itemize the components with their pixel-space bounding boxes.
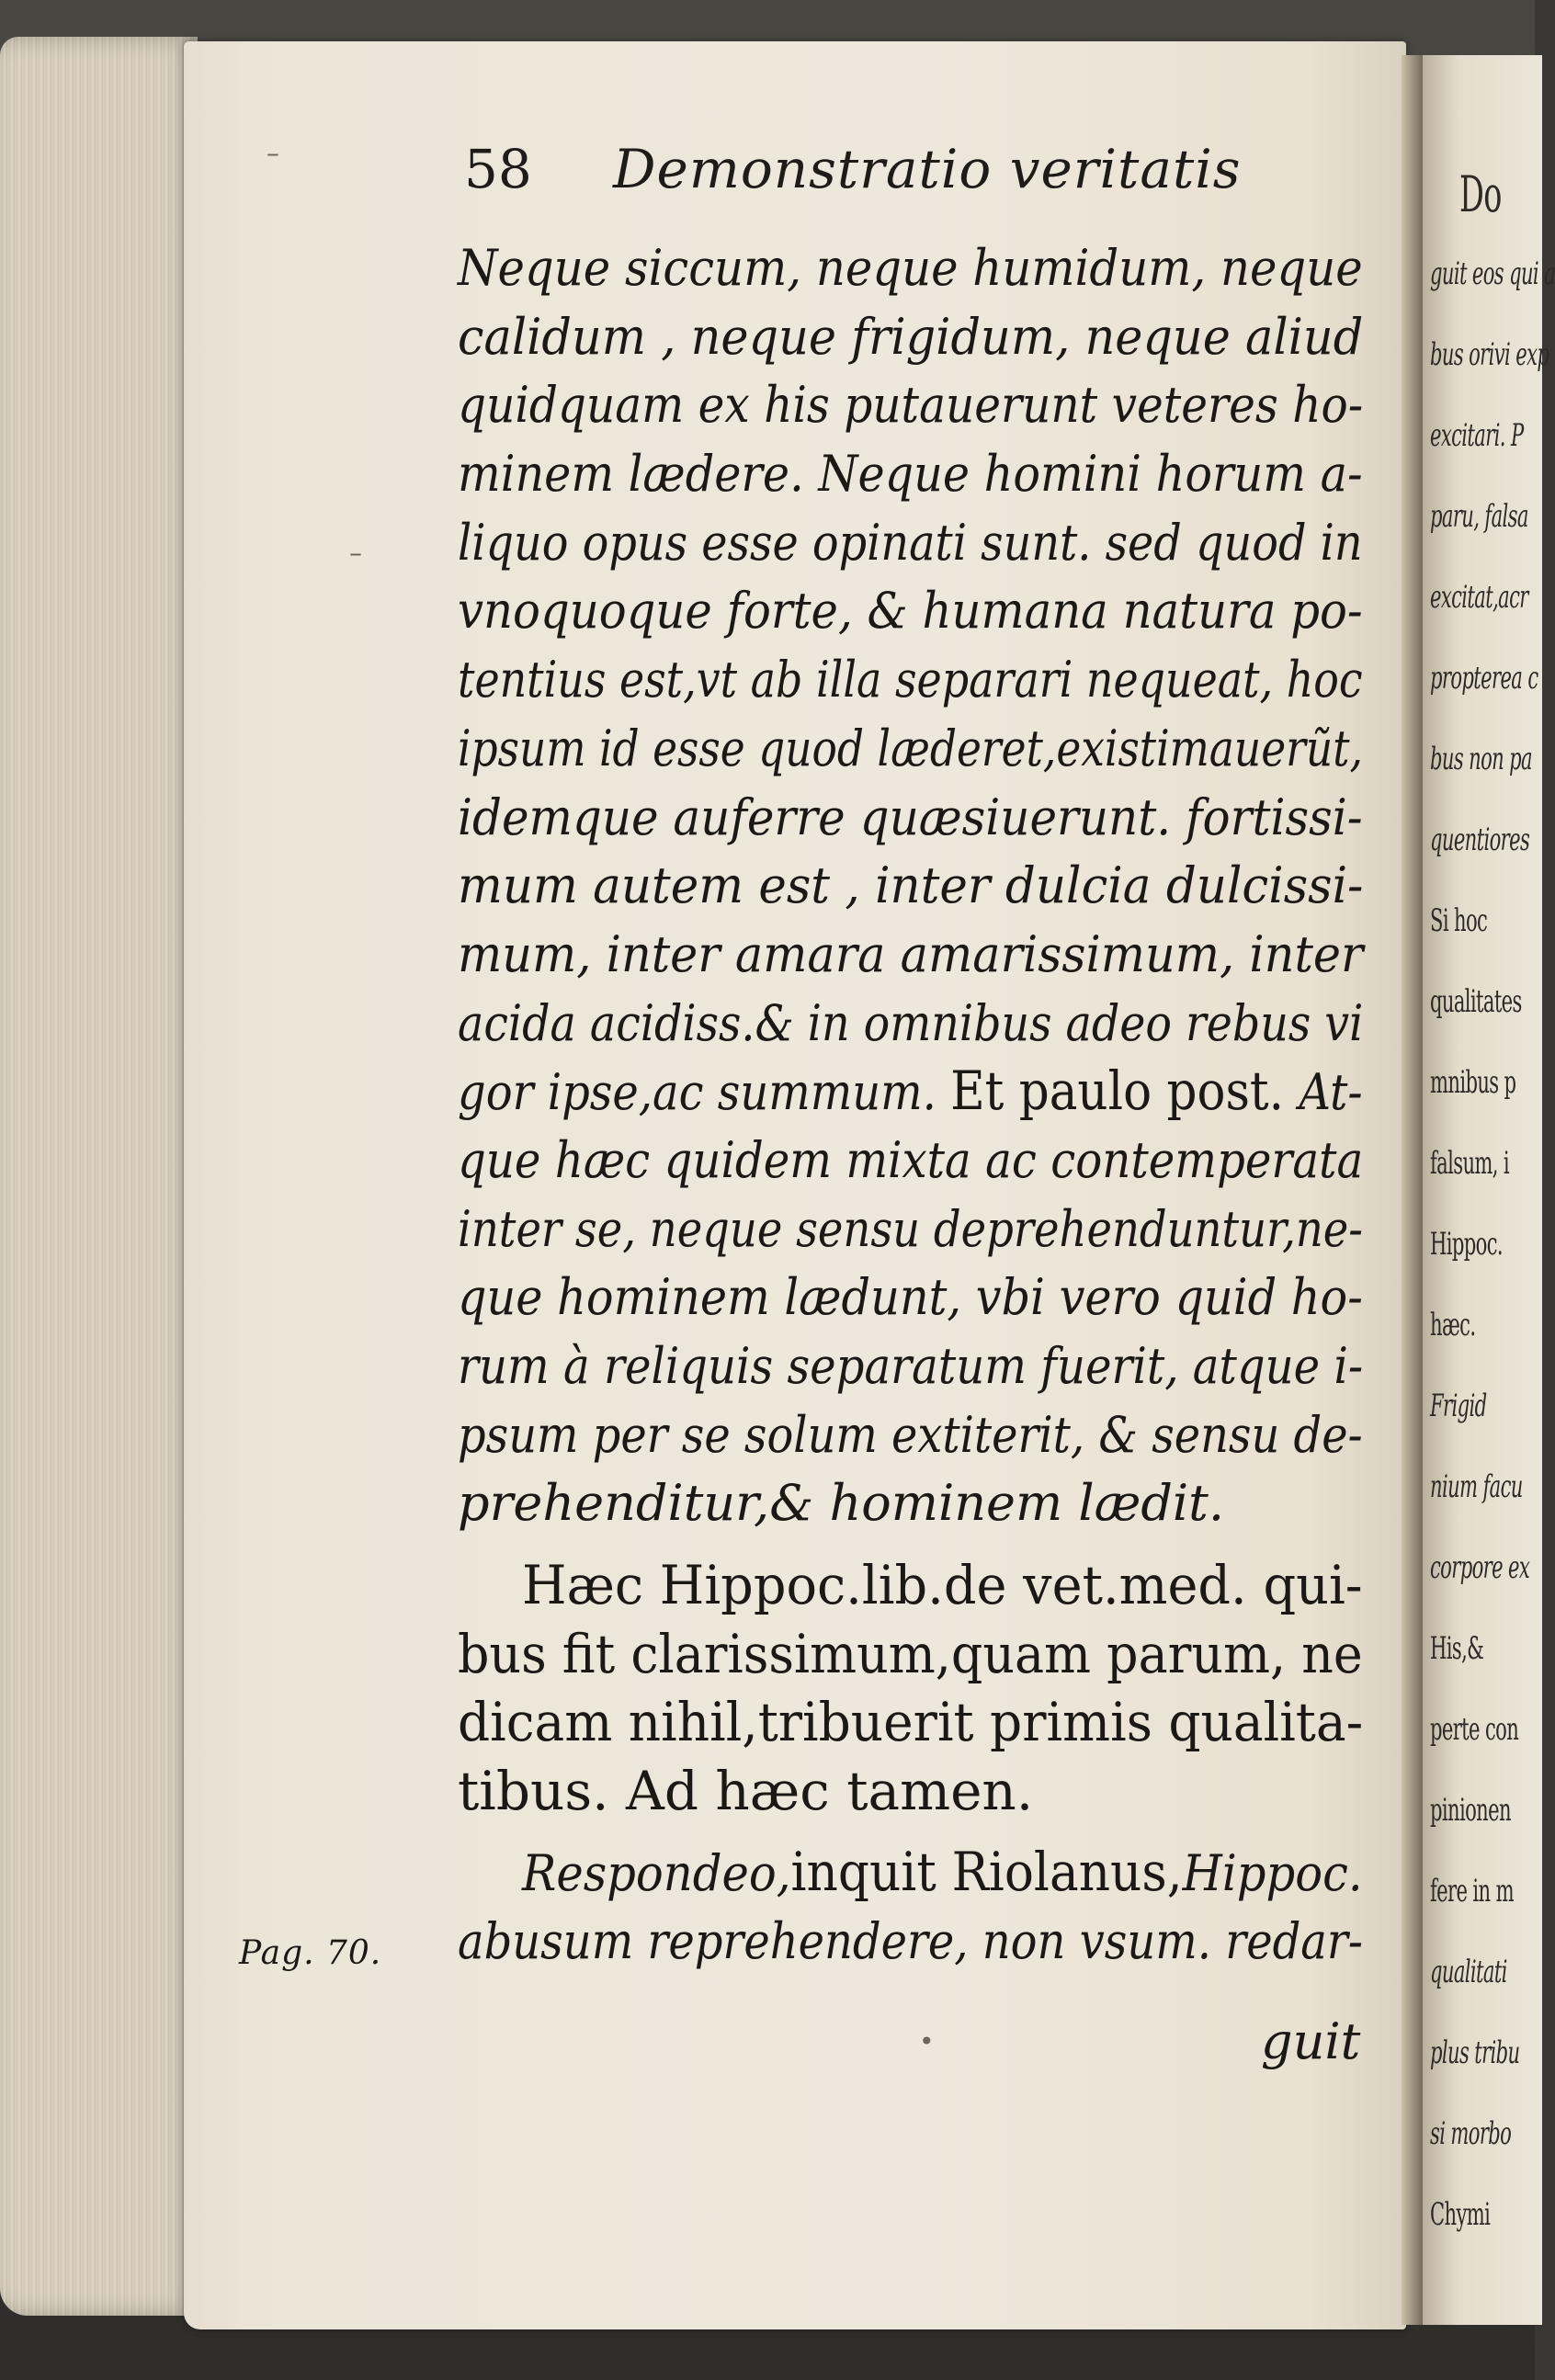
text-line-content (458, 1057, 1363, 1128)
facing-page-line: quentiores (1430, 822, 1530, 858)
text-line (458, 1551, 1363, 1620)
text-line-content: ipsum id esse quod læderet,existimauerũt, (458, 719, 1363, 777)
text-line-content: dicam nihil,tribuerit primis qualita- (458, 1691, 1364, 1754)
margin-dash: – (349, 538, 362, 568)
facing-page-line: bus non pa (1430, 741, 1532, 777)
running-head (464, 138, 1291, 211)
page-edges (0, 37, 198, 2316)
text-line (458, 1620, 1363, 1689)
facing-page-line: propterea c (1430, 660, 1538, 697)
text-line-content: mum, inter amara amarissimum, inter (458, 924, 1364, 983)
page-number: 58 (464, 138, 532, 200)
facing-page-line: falsum, i (1430, 1145, 1510, 1182)
body-text (458, 234, 1363, 1976)
text-run: At- (1299, 1063, 1363, 1122)
text-line-content: mum autem est , inter dulcia dulcissi- (458, 856, 1364, 915)
facing-page-line: excitat,acr (1430, 579, 1528, 616)
facing-page-line: qualitati (1430, 1954, 1507, 1990)
text-line (458, 990, 1363, 1059)
margin-dash: – (267, 138, 279, 168)
margin-note: Pag. 70. (239, 1934, 382, 1972)
text-line (458, 1058, 1363, 1127)
facing-page-line: corpore ex (1430, 1549, 1530, 1586)
facing-page-line: fere in m (1430, 1873, 1514, 1910)
facing-page-line: paru, falsa (1430, 498, 1528, 535)
facing-page-line: si morbo (1430, 2115, 1512, 2152)
text-run: gor ipse,ac summum. (458, 1063, 951, 1122)
facing-page-line: guit eos qui a (1430, 255, 1555, 292)
facing-page-line: qualitates (1430, 983, 1522, 1020)
catchword: guit (1261, 2012, 1361, 2070)
facing-page (1423, 55, 1555, 2325)
facing-page-line: plus tribu (1430, 2034, 1520, 2071)
text-line-content: abusum reprehendere, non vsum. redar- (458, 1911, 1364, 1970)
text-line-content: tentius est,vt ab illa separari nequeat, hoc (458, 651, 1363, 709)
text-line (458, 371, 1363, 440)
text-line-content: psum per se solum extiterit, & sensu de- (458, 1405, 1363, 1464)
facing-page-line: perte con (1430, 1711, 1519, 1748)
facing-page-line: Frigid (1430, 1388, 1487, 1424)
text-line (458, 577, 1363, 646)
text-line (458, 921, 1363, 990)
text-line (458, 509, 1363, 578)
text-line-content: prehenditur,& hominem lædit. (458, 1474, 1225, 1533)
text-line-content: que hominem lædunt, vbi vero quid ho- (458, 1268, 1363, 1327)
facing-page-line: Do (1459, 165, 1502, 223)
text-run: Respondeo, (522, 1843, 791, 1902)
facing-page-line: His,& (1430, 1630, 1484, 1667)
text-line (458, 1264, 1363, 1332)
text-line (458, 1196, 1363, 1264)
text-line (458, 646, 1363, 715)
text-line-content: calidum , neque frigidum, neque aliud (458, 307, 1364, 366)
text-run: inquit Riolanus, (790, 1840, 1183, 1903)
facing-page-line: nium facu (1430, 1468, 1523, 1505)
page-title: Demonstratio veritatis (613, 138, 1242, 200)
facing-page-line: bus orivi exp (1430, 336, 1549, 373)
text-line (458, 715, 1363, 784)
text-line-content: acida acidiss.& in omnibus adeo rebus vi (458, 993, 1364, 1052)
facing-page-line: hæc. (1430, 1307, 1476, 1343)
text-line-content: idemque auferre quæsiuerunt. fortissi- (458, 788, 1363, 846)
stray-dot: • (919, 2026, 935, 2057)
text-line-content: vnoquoque forte, & humana natura po- (458, 582, 1363, 640)
text-line-content: minem lædere. Neque homini horum a- (458, 445, 1363, 504)
text-line (458, 1757, 1363, 1826)
text-line-content: tibus. Ad hæc tamen. (458, 1760, 1034, 1823)
text-line-content: Hæc Hippoc.lib.de vet.med. qui- (522, 1554, 1363, 1617)
facing-page-line: Si hoc (1430, 902, 1488, 939)
text-line-content: inter se, neque sensu deprehenduntur,ne- (458, 1199, 1363, 1258)
text-line-content: liquo opus esse opinati sunt. sed quod in (458, 513, 1363, 572)
text-line-content: bus fit clarissimum,quam parum, ne (458, 1622, 1363, 1685)
facing-page-line: Chymi (1430, 2196, 1491, 2233)
text-line (458, 1839, 1363, 1908)
text-line-content (522, 1838, 1363, 1909)
text-line (458, 234, 1363, 303)
facing-page-line: excitari. P (1430, 417, 1524, 454)
text-line (458, 1908, 1363, 1977)
text-run: Et paulo post. (950, 1060, 1300, 1123)
facing-page-line: mnibus p (1430, 1064, 1516, 1101)
text-line-content: Neque siccum, neque humidum, neque (458, 239, 1363, 297)
text-run: Hippoc. (1182, 1843, 1363, 1902)
text-line-content: que hæc quidem mixta ac contemperata (458, 1130, 1364, 1189)
text-line (458, 784, 1363, 853)
facing-page-line: Hippoc. (1430, 1226, 1503, 1263)
text-line (458, 440, 1363, 509)
text-line (458, 303, 1363, 372)
text-line (458, 1127, 1363, 1196)
text-line (458, 852, 1363, 921)
text-line-content: rum à reliquis separatum fuerit, atque i- (458, 1337, 1364, 1395)
text-line (458, 1469, 1363, 1538)
text-line-content: quidquam ex his putauerunt veteres ho- (458, 376, 1364, 435)
text-line (458, 1332, 1363, 1401)
facing-page-line: pinionen (1430, 1792, 1511, 1829)
text-line (458, 1401, 1363, 1470)
text-line (458, 1688, 1363, 1757)
